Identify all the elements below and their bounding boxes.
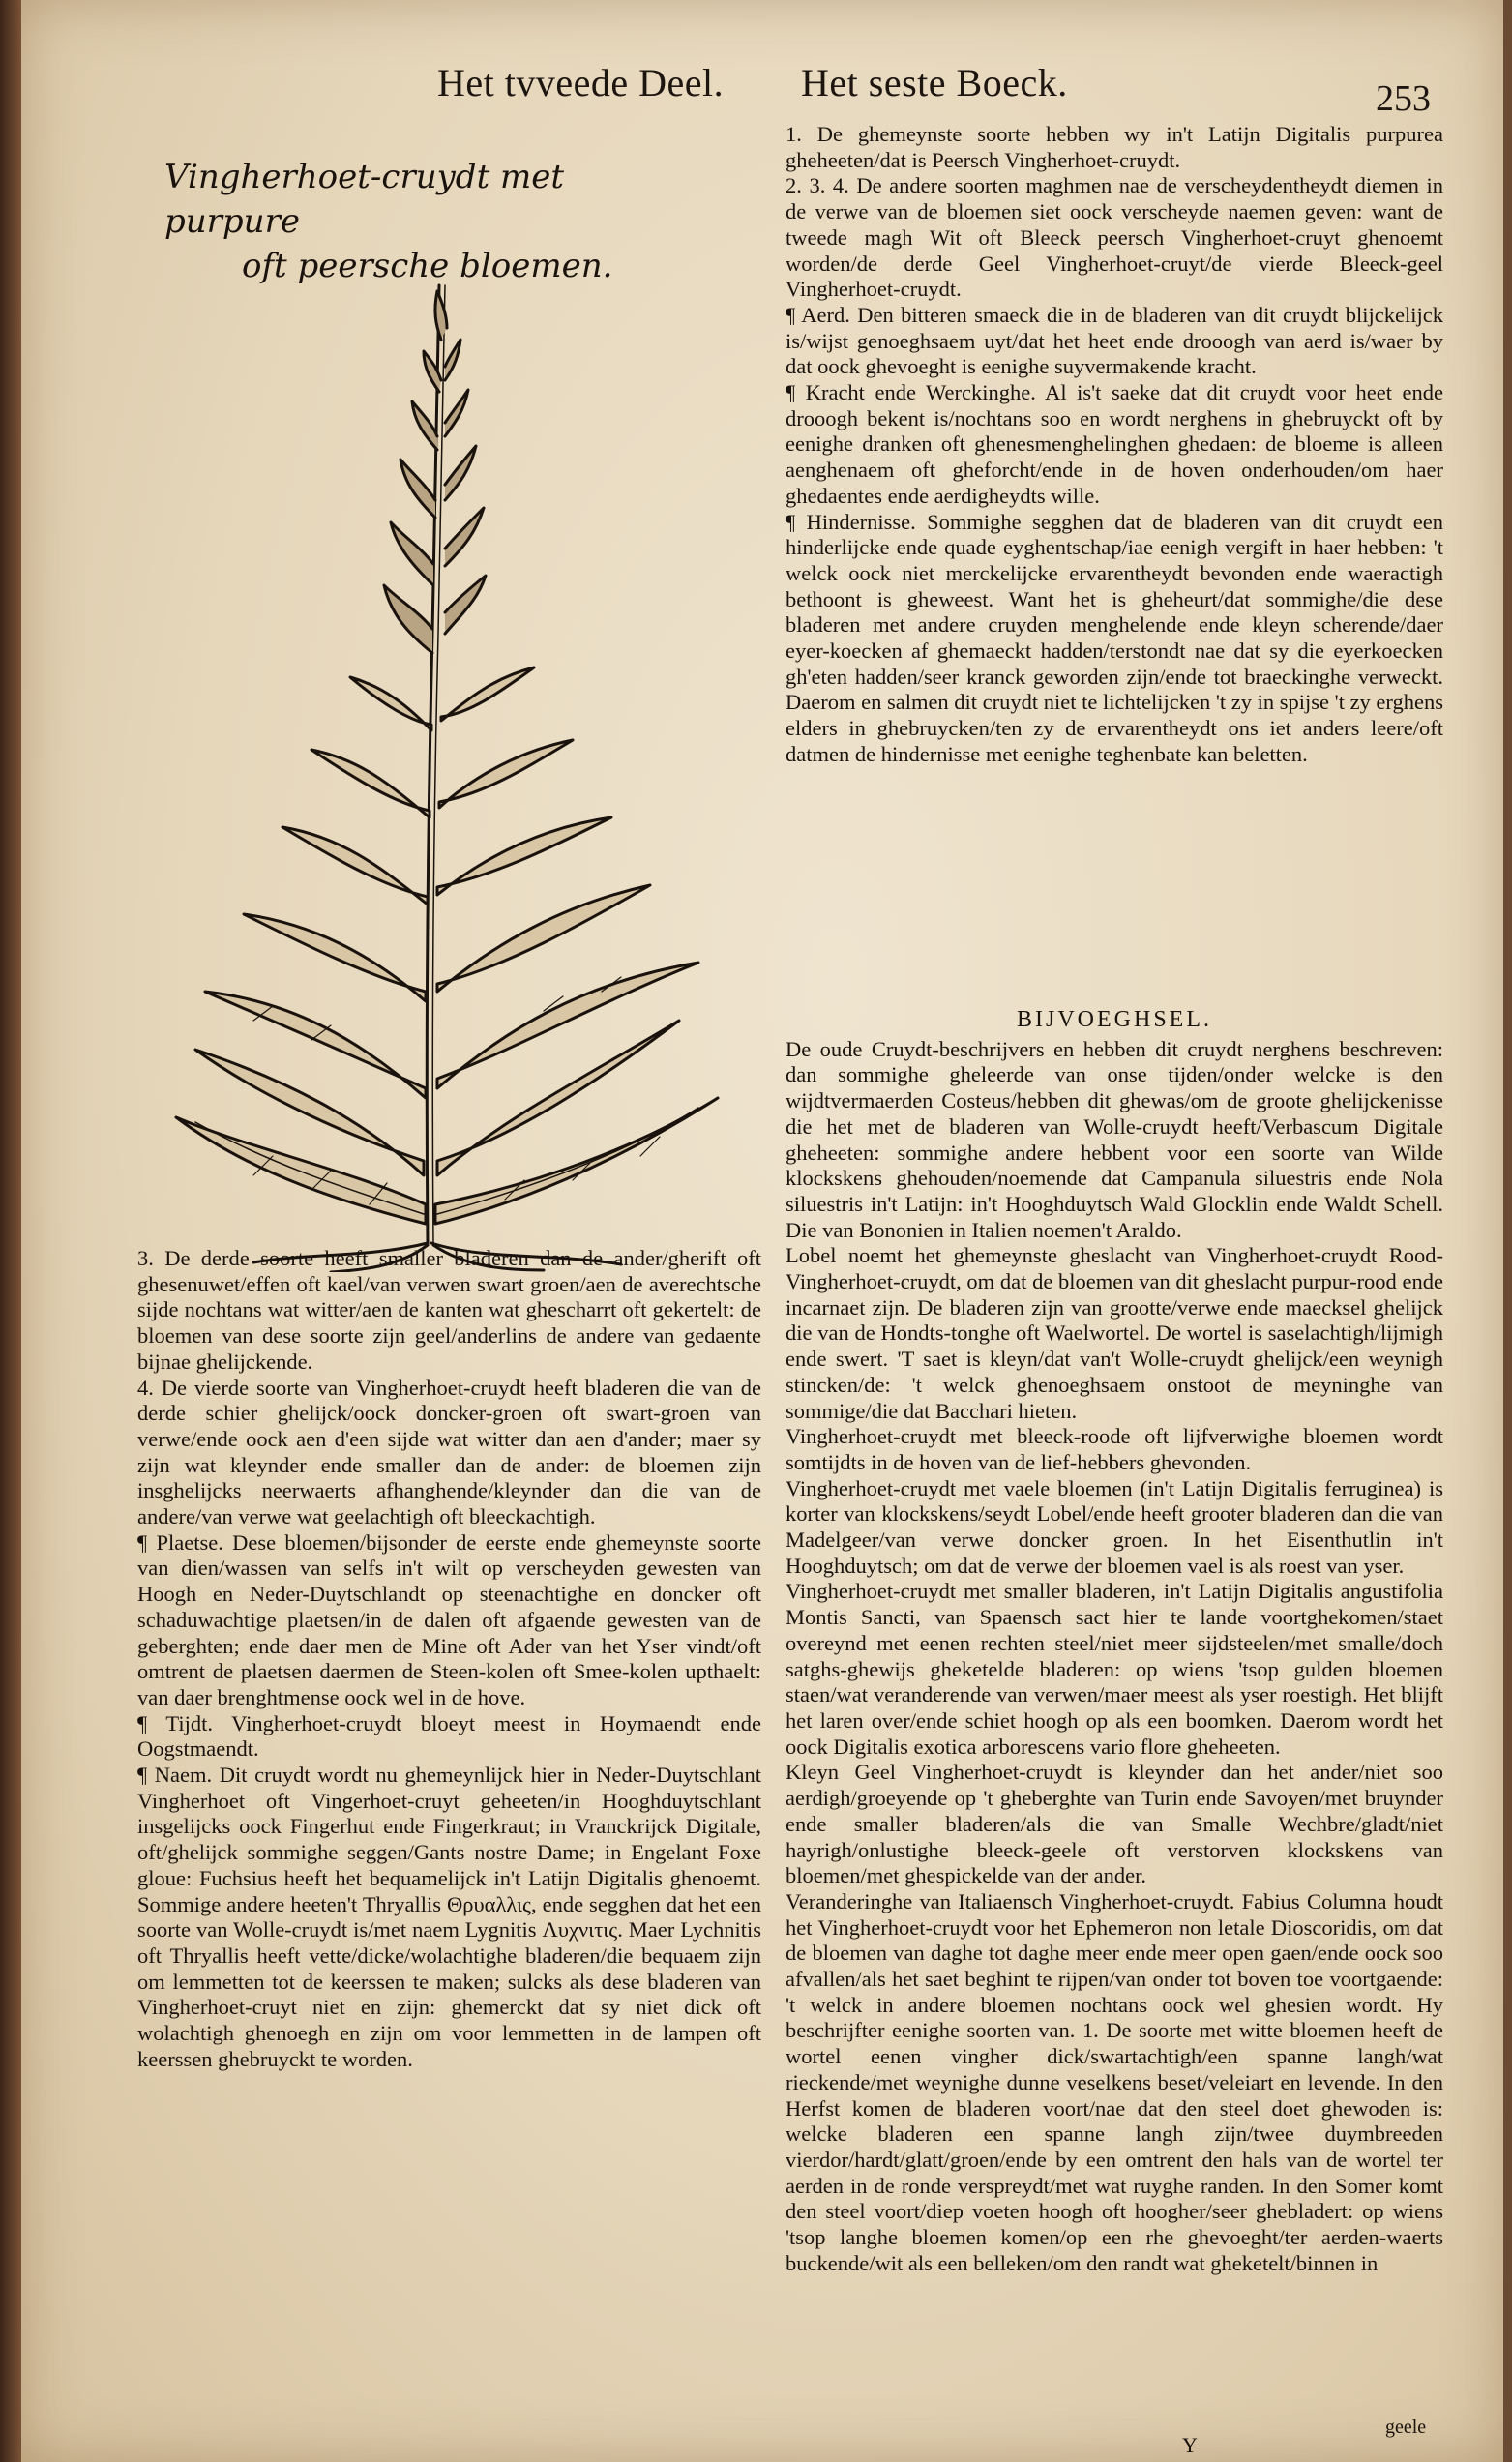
book-edge	[0, 0, 21, 2462]
paragraph: De oude Cruydt-beschrijvers en hebben dit cruydt nerghens beschreven: dan sommighe gheleerde van onse tijden/onder welcke is den wijdtvermaerden Costeus/hebben dit ghewas/om de groote ghelijckenisse die het met de bladeren van Wolle-cruydt heeft/Verbascum Digitale gheheeten: sommighe andere hebbent voor een soorte van Wilde klockskens ghehouden/noemende dat Campanula siluestris ende Nola siluestris in't Latijn: in't Hooghduytsch Wald Glocklin ende Waldt Schell. Die van Bononien in Italien noemen't Araldo.	[786, 1036, 1443, 1242]
paragraph: 2. 3. 4. De andere soorten maghmen nae de verscheydentheydt diemen in de verwe van de bloemen siet oock verscheyde naemen geven: want de tweede magh Wit oft Bleeck peersch Vingherhoet-cruyt ghenoemt worden/de derde Geel Vingherhoet-cruyt/de vierde Bleeck-geel Vingherhoet-cruydt.	[786, 173, 1443, 302]
foxglove-woodcut-illustration	[137, 247, 756, 1272]
paragraph: ¶ Aerd. Den bitteren smaeck die in de bladeren van dit cruydt blijckelijck is/wijst genoeghsaem uyt/dat het heet ende drooogh van aerd is/waer by dat oock ghevoeght is eenighe suyvermakende kracht.	[786, 302, 1443, 379]
section-heading: BIJVOEGHSEL.	[1017, 1007, 1212, 1032]
paragraph: 4. De vierde soorte van Vingherhoet-cruydt heeft bladeren die van de derde schier ghelijck/oock doncker-groen oft swart-groen van verwe/ende oock aen d'een sijde wat witter dan aen d'ander; maer sy zijn wat kleynder ende smaller dan de ander: de bloemen zijn insghelijcks neerwaerts afhanghende/kleynder dan die van de andere/van verwe wat geelachtigh oft bleeckachtigh.	[137, 1375, 761, 1529]
paragraph: ¶ Plaetse. Dese bloemen/bijsonder de eerste ende ghemeynste soorte van dien/wassen van selfs in't wilt op verscheyden gewesten van Hoogh en Neder-Duytschlandt op steenachtighe en doncker oft schaduwachtige plaetsen/in de dalen oft afgaende gewesten van de geberghten; ende daer men de Mine oft Ader van het Yser vindt/oft omtrent de plaetsen daermen de Steen-kolen oft Smee-kolen upthaelt: van daer brenghtmense oock wel in de hove.	[137, 1529, 761, 1709]
catchword: geele	[1385, 2417, 1427, 2438]
paragraph: Vingherhoet-cruydt met bleeck-roode oft lijfverwighe bloemen wordt somtijdts in de hoven van de lief-hebbers ghevonden.	[786, 1424, 1443, 1474]
page-number: 253	[1376, 78, 1431, 119]
right-text-column-top	[786, 122, 1443, 768]
running-head-right: Het seste Boeck.	[801, 61, 1068, 104]
paragraph: ¶ Hindernisse. Sommighe segghen dat de bladeren van dit cruydt een hinderlijcke ende quade eyghentschap/iae eenigh vergift in haer hebben: 't welck oock niet merckelijcke ervarentheydt bevonden ende waeractigh bethoont is gheweest. Want het is gheheurt/dat sommighe/die dese bladeren met andere cruyden menghelende ende kleyn scherende/daer eyer-koecken af ghemaeckt hadden/terstondt nae dat sy die eyerkoecken gh'eten hadden/seer kranck geworden zijn/ende tot braeckinghe verweckt. Daerom en salmen dit cruydt niet te lichtelijcken 't zy in spijse 't zy erghens elders in ghebruycken/ten zy de ervarentheydt ons iet anders leere/oft datmen de hindernisse met eenighe teghenbate kan beletten.	[786, 509, 1443, 766]
right-text-column-bottom	[786, 1001, 1443, 2276]
paragraph: 3. De derde soorte heeft smaller bladeren dan de ander/gherift oft ghesenuwet/effen oft kael/van verwen swart groen/aen de averechtsche sijde nochtans wat witter/aen de kanten wat ghescharrt oft gekertelt: de bloemen van dese soorte zijn geel/anderlins de andere van gedaente bijnae ghelijckende.	[137, 1246, 761, 1374]
paragraph: Vingherhoet-cruydt met vaele bloemen (in't Latijn Digitalis ferruginea) is korter van klockskens/seydt Lobel/ende heeft grooter bladeren dan die van Madelgeer/van verwe doncker groen. In het Eisenthutlin in't Hooghduytsch; om dat de verwe der bloemen vael is als roest van yser.	[786, 1475, 1443, 1578]
caption-line-2: oft peersche bloemen.	[242, 247, 613, 285]
paragraph: ¶ Tijdt. Vingherhoet-cruydt bloeyt meest in Hoymaendt ende Oogstmaendt.	[137, 1710, 761, 1762]
caption-line-1: Vingherhoet-cruydt met purpure	[164, 158, 565, 241]
paragraph: Lobel noemt het ghemeynste gheslacht van Vingherhoet-cruydt Rood-Vingherhoet-cruydt, om dat de bloemen van dit gheslacht purpur-rood ende incarnaet zijn. De bladeren zijn van grootte/verwe ende maecksel ghelijck die van de Hondts-tonghe oft Waelwortel. De wortel is saselachtigh/lijmigh ende swert. 'T saet is kleyn/dat van't Wolle-cruydt ghelijck/een weynigh stincken/de: 't welck ghenoeghsaem onstoot de meyninghe van sommige/die dat Bacchari hieten.	[786, 1243, 1443, 1423]
paragraph: Vingherhoet-cruydt met smaller bladeren, in't Latijn Digitalis angustifolia Montis Sancti, van Spaensch sact hier te lande voortghekomen/staet overeynd met eenen rechten steel/niet meer sijdsteelen/met smalle/doch satghs-ghewijs gheketelde bladeren: op wiens 'tsop gulden bloemen staen/wat veranderende van verwen/maer meest als yser roestigh. Het blijft het laren over/ende schiet hoogh op als een boomken. Daerom wordt het oock Digitalis exotica arborescens vario flore gheheeten.	[786, 1579, 1443, 1759]
paragraph: ¶ Kracht ende Werckinghe. Al is't saeke dat dit cruydt voor heet ende drooogh bekent is/nochtans soo en wordt nerghens in ghebruyckt oft by eenighe dranken oft ghenesmenghelinghen ghedaen: de bloeme is alleen aenghenaem oft gheforcht/ende in de hoven onderhouden/om haer ghedaentes ende aerdigheydts wille.	[786, 380, 1443, 508]
paragraph: 1. De ghemeynste soorte hebben wy in't Latijn Digitalis purpurea gheheeten/dat is Peersch Vingherhoet-cruydt.	[786, 122, 1443, 172]
signature-mark: Y	[1182, 2433, 1198, 2457]
book-page	[21, 0, 1503, 2462]
paragraph: Kleyn Geel Vingherhoet-cruydt is kleynder dan het ander/niet soo aerdigh/groeyende op 't gheberghte van Turin ende Savoyen/met bruynder ende smaller bladeren/als die van Smalle Wechbre/gladt/niet hayrigh/onlustighe bleeck-geele oft verstorven klockskens van bloemen/met ghespickelde van der ander.	[786, 1760, 1443, 1888]
running-head-left: Het tvveede Deel.	[437, 61, 725, 104]
left-text-column	[137, 1246, 761, 2073]
paragraph: ¶ Naem. Dit cruydt wordt nu ghemeynlijck hier in Neder-Duytschlant Vingherhoet oft Vingerhoet-cruyt geheeten/in Hooghduytschlant insgelijcks oock Fingerhut ende Fingerkraut; in Vranckrijck Digitale, oft/ghelijck sommighe seggen/Gants nostre Dame; in Engelant Foxe gloue: Fuchsius heeft het bequamelijck in't Latijn Digitalis ghenoemt. Sommige andere heeten't Thryallis Θρυαλλις, ende segghen dat het een soorte van Wolle-cruydt is/met naem Lygnitis Λυχνιτις. Maer Lychnitis oft Thryallis heeft vette/dicke/wolachtighe bladeren/die bequaem zijn om lemmetten tot de keerssen te maken; sulcks als dese bladeren van Vingherhoet-cruyt niet en zijn: ghemerckt dat sy niet dick oft wolachtigh ghenoegh en zijn om voor lemmetten in de lampen oft keerssen ghebruyckt te worden.	[137, 1763, 761, 2071]
paragraph: Veranderinghe van Italiaensch Vingherhoet-cruydt. Fabius Columna houdt het Vingherhoet-cruydt voor het Ephemeron non letale Dioscoridis, om dat de bloemen van daghe tot daghe meer ende meer open gaen/ende oock soo afvallen/als het saet beghint te rijpen/van onder tot boven toe voortgaende: 't welck in andere bloemen nochtans oock wel ghesien wordt. Hy beschrijfter eenighe soorten van. 1. De soorte met witte bloemen heeft de wortel eenen vingher dick/swartachtigh/een spanne langh/wat rieckende/met weynighe dunne veselkens beset/veleiart en levende. In den Herfst komen de bladeren voort/nae dat den steel doet ghewoden is: welcke bladeren een spanne langh zijn/twee duymbreeden vierdor/hardt/glatt/groen/ende by een omtrent den hals van de wortel ter aerden in de ronde verspreydt/met wat ruyghe randen. In den Somer komt den steel voort/diep voeten hoogh oft hoogher/seer ghebladert: op wiens 'tsop langhe bloemen komen/op een rhe ghevoeght/ter aerden-waerts buckende/wit als een belleken/om den randt wat gheketelt/binnen in	[786, 1888, 1443, 2275]
